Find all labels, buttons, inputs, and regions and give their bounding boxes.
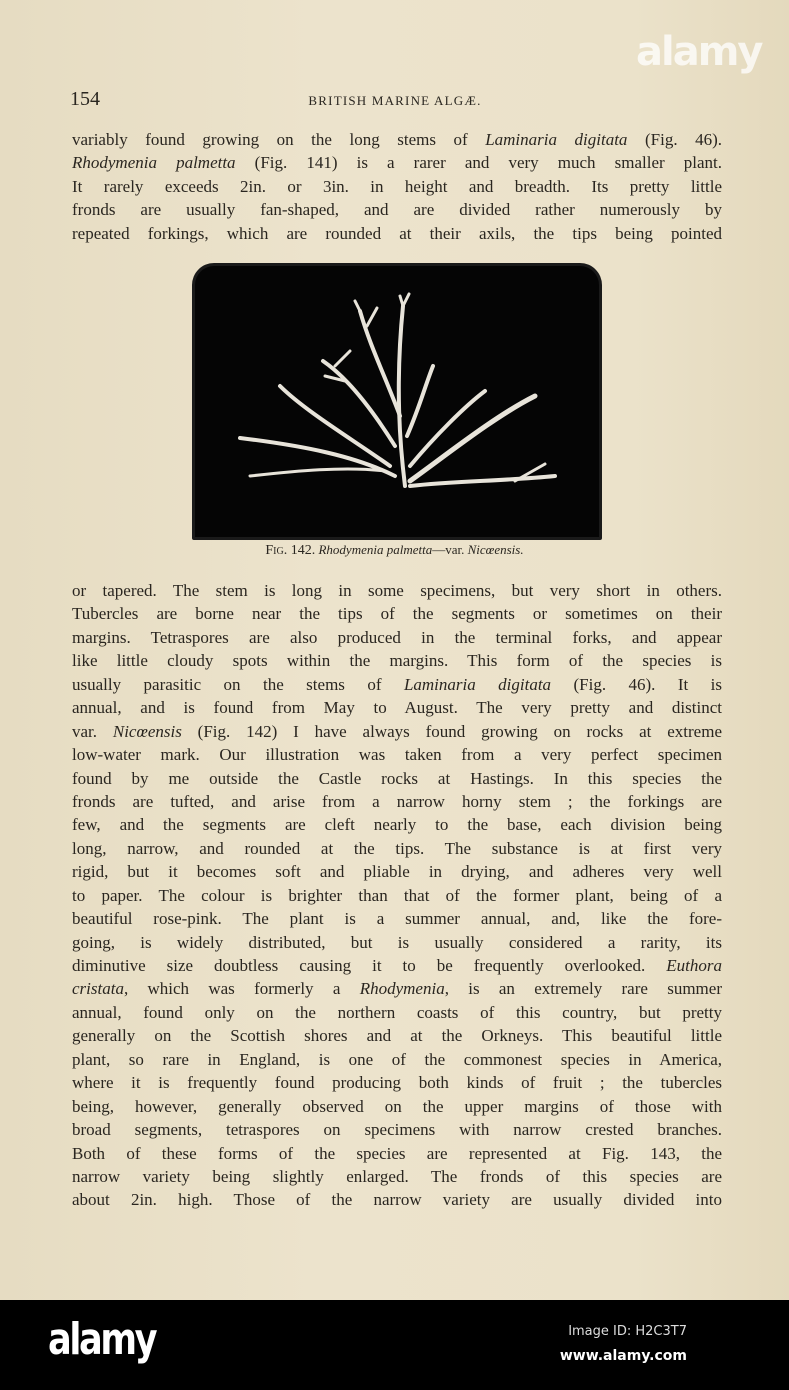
text-line [72, 977, 722, 1000]
text-line [72, 579, 722, 602]
figure-caption [0, 542, 789, 559]
site-url: www.alamy.com [559, 1348, 687, 1364]
text-line [72, 1048, 722, 1071]
text-line [72, 790, 722, 813]
text-segment: plant, so rare in England, is one of the commonest species in America, [72, 1049, 722, 1069]
text-segment: about 2in. high. Those of the narrow variety are usually divided into [72, 1190, 722, 1210]
text-line [72, 743, 722, 766]
text-line [72, 931, 722, 954]
text-line [72, 767, 722, 790]
seaweed-illustration [195, 266, 599, 537]
text-segment: (Fig. 46). [627, 130, 723, 149]
text-segment: (Fig. 141) is a rarer and very much smaller plant. [235, 153, 722, 173]
text-segment: generally on the Scottish shores and at the Orkneys. This beautiful little [72, 1026, 722, 1046]
italic-text: Euthora [666, 956, 722, 975]
text-segment: being, however, generally observed on the upper margins of those with [72, 1096, 722, 1116]
text-line [72, 1118, 722, 1141]
text-line [72, 151, 722, 174]
text-line [72, 813, 722, 836]
text-line [72, 1165, 722, 1188]
text-line [72, 954, 722, 977]
text-line [72, 602, 722, 625]
italic-text: Laminaria digitata [403, 674, 552, 694]
text-segment: annual, found only on the northern coasts of this country, but pretty [72, 1002, 722, 1022]
text-segment: fronds are tufted, and arise from a narrow horny stem ; the forkings are [72, 791, 722, 811]
italic-text: cristata [72, 979, 124, 999]
text-segment: It rarely exceeds 2in. or 3in. in height and breadth. Its pretty little [72, 176, 722, 196]
text-line [72, 1024, 722, 1047]
page-number: 154 [70, 88, 100, 110]
text-line [72, 907, 722, 930]
text-segment: Both of these forms of the species are represented at Fig. 143, the [72, 1143, 722, 1163]
italic-text: Laminaria digitata [485, 130, 628, 149]
text-line [72, 1188, 722, 1211]
paragraph-bottom [72, 579, 722, 1212]
caption-mid: —var. [432, 542, 468, 557]
text-segment: long, narrow, and rounded at the tips. The substance is at first very [72, 838, 722, 858]
text-line [72, 837, 722, 860]
text-segment: where it is frequently found producing both kinds of fruit ; the tubercles [72, 1073, 722, 1093]
italic-text: Nicœensis [112, 721, 182, 741]
text-segment: diminutive size doubtless causing it to be frequently overlooked. [72, 956, 667, 975]
text-segment: going, is widely distributed, but is usually considered a rarity, its [72, 932, 722, 952]
figure-label: Fig. 142. [265, 543, 316, 558]
text-segment: , which was formerly a [123, 979, 360, 999]
text-line [72, 673, 722, 696]
italic-text: Rhodymenia palmetta [72, 153, 236, 173]
caption-variety: Nicœensis. [467, 542, 524, 557]
text-segment: few, and the segments are cleft nearly to the base, each division being [72, 815, 722, 835]
text-segment: repeated forkings, which are rounded at their axils, the tips being pointed [72, 223, 722, 243]
text-line [72, 1095, 722, 1118]
text-segment: rigid, but it becomes soft and pliable in drying, and adheres very well [72, 862, 722, 882]
text-segment: or tapered. The stem is long in some specimens, but very short in others. [72, 581, 722, 600]
text-segment: annual, and is found from May to August. The very pretty and distinct [72, 698, 722, 718]
text-segment: (Fig. 142) I have always found growing on rocks at extreme [181, 721, 722, 741]
text-line [72, 649, 722, 672]
text-line [72, 1001, 722, 1024]
text-line [72, 198, 722, 221]
watermark: alamy [636, 29, 762, 75]
figure-illustration [192, 263, 602, 540]
text-line [72, 720, 722, 743]
alamy-logo: alamy [48, 1314, 156, 1365]
running-title: BRITISH MARINE ALGÆ. [308, 93, 482, 108]
text-segment: to paper. The colour is brighter than that of the former plant, being of a [72, 885, 722, 905]
caption-species: Rhodymenia palmetta [318, 542, 433, 557]
text-segment: like little cloudy spots within the margins. This form of the species is [72, 651, 722, 671]
text-line [72, 860, 722, 883]
text-segment: variably found growing on the long stems of [72, 130, 486, 149]
text-segment: var. [72, 721, 113, 741]
text-segment: beautiful rose-pink. The plant is a summer annual, and, like the fore- [72, 909, 722, 929]
text-line [72, 175, 722, 198]
text-segment: fronds are usually fan-shaped, and are divided rather numerously by [72, 200, 722, 220]
footer-bar [0, 1300, 789, 1390]
text-segment: usually parasitic on the stems of [72, 674, 404, 694]
image-id: Image ID: H2C3T7 [568, 1324, 687, 1339]
text-segment: , is an extremely rare summer [444, 979, 722, 999]
paragraph-top [72, 128, 722, 245]
text-segment: low-water mark. Our illustration was taken from a very perfect specimen [72, 745, 722, 765]
text-line [72, 1071, 722, 1094]
text-segment: margins. Tetraspores are also produced in the terminal forks, and appear [72, 627, 722, 647]
text-segment: broad segments, tetraspores on specimens with narrow crested branches. [72, 1120, 722, 1140]
text-segment: Tubercles are borne near the tips of the segments or sometimes on their [72, 604, 722, 624]
text-line [72, 884, 722, 907]
text-line [72, 696, 722, 719]
italic-text: Rhodymenia [359, 979, 445, 999]
text-segment: found by me outside the Castle rocks at Hastings. In this species the [72, 768, 722, 788]
text-line [72, 128, 722, 151]
text-line [72, 222, 722, 245]
text-line [72, 1142, 722, 1165]
text-line [72, 626, 722, 649]
text-segment: (Fig. 46). It is [551, 674, 723, 694]
text-segment: narrow variety being slightly enlarged. The fronds of this species are [72, 1166, 722, 1186]
